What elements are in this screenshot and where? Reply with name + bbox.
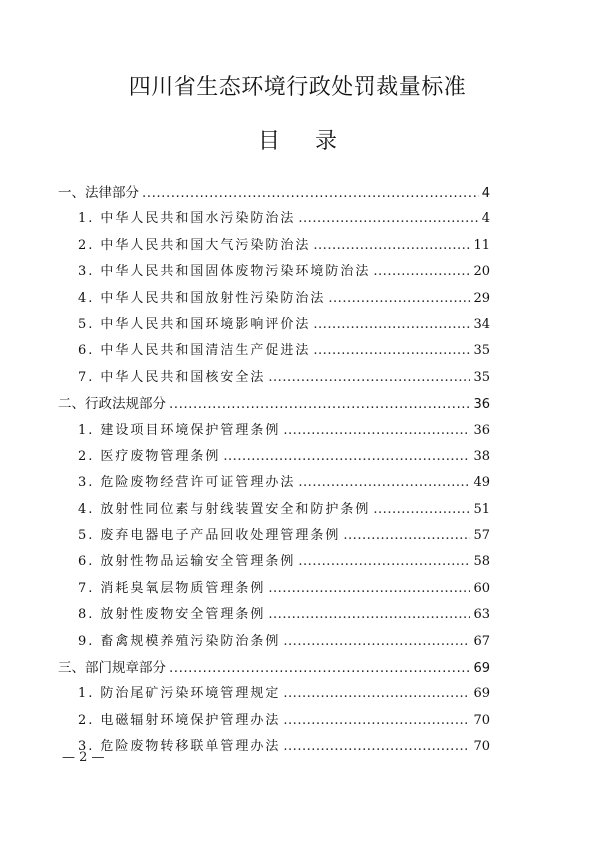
toc-entry-label: 放射性废物安全管理条例 (100, 607, 266, 623)
toc-entry-number: 2. (78, 448, 95, 464)
toc-item[interactable] (58, 576, 490, 602)
toc-entry-number: 7. (78, 369, 95, 385)
toc-entry-number: 3. (78, 475, 95, 491)
dot-leader (313, 233, 470, 259)
toc-section[interactable] (58, 180, 490, 206)
dot-leader (373, 259, 470, 285)
dot-leader (313, 338, 470, 364)
toc-entry-label: 行政法规部分 (85, 396, 166, 413)
toc-entry-page: 35 (473, 369, 490, 385)
toc-entry-number: 3. (78, 739, 95, 755)
toc-entry-label: 危险废物转移联单管理办法 (100, 739, 281, 755)
dot-leader (298, 206, 478, 232)
dot-leader (283, 418, 470, 444)
dot-leader (283, 681, 470, 707)
toc-entry-page: 36 (473, 422, 490, 438)
toc-entry-label: 电磁辐射环境保护管理办法 (100, 712, 281, 728)
toc-entry-page: 35 (473, 343, 490, 359)
toc-entry-number: 2. (78, 712, 95, 728)
toc-entry-number: 7. (78, 580, 95, 596)
toc-entry-label: 中华人民共和国放射性污染防治法 (100, 290, 326, 306)
toc-item[interactable] (58, 734, 490, 760)
toc-entry-page: 4 (481, 186, 490, 201)
toc-entry-number: 6. (78, 554, 95, 570)
toc-item[interactable] (58, 338, 490, 364)
dot-leader (328, 286, 470, 312)
toc-entry-page: 11 (473, 237, 490, 253)
toc-item[interactable] (58, 602, 490, 628)
dot-leader (169, 655, 470, 681)
toc-entry-number: 8. (78, 607, 95, 623)
toc-entry-page: 29 (473, 290, 490, 306)
toc-entry-page: 70 (473, 712, 490, 728)
toc-section[interactable] (58, 655, 490, 681)
dot-leader (298, 549, 470, 575)
toc-entry-number: 1. (78, 686, 95, 702)
toc-entry-number: 1. (78, 422, 95, 438)
toc-entry-label: 放射性物品运输安全管理条例 (100, 554, 296, 570)
table-of-contents (58, 180, 490, 761)
dot-leader (268, 602, 470, 628)
toc-item[interactable] (58, 523, 490, 549)
toc-entry-page: 63 (473, 607, 490, 623)
toc-entry-page: 69 (473, 661, 490, 677)
toc-entry-label: 放射性同位素与射线装置安全和防护条例 (100, 501, 371, 517)
toc-entry-label: 医疗废物管理条例 (100, 448, 221, 464)
toc-entry-label: 防治尾矿污染环境管理规定 (100, 686, 281, 702)
toc-entry-page: 34 (473, 316, 490, 332)
toc-entry-number: 2. (78, 237, 95, 253)
toc-item[interactable] (58, 629, 490, 655)
toc-entry-page: 60 (473, 580, 490, 596)
dot-leader (313, 312, 470, 338)
toc-entry-label: 部门规章部分 (85, 660, 166, 677)
dot-leader (373, 497, 470, 523)
toc-entry-label: 危险废物经营许可证管理办法 (100, 475, 296, 491)
toc-entry-page: 36 (473, 397, 490, 413)
toc-entry-label: 中华人民共和国大气污染防治法 (100, 237, 311, 253)
toc-entry-page: 38 (473, 448, 490, 464)
toc-entry-number: 三、 (58, 660, 85, 677)
toc-item[interactable] (58, 233, 490, 259)
toc-item[interactable] (58, 470, 490, 496)
toc-entry-label: 中华人民共和国清洁生产促进法 (100, 343, 311, 359)
toc-entry-number: 9. (78, 633, 95, 649)
toc-item[interactable] (58, 549, 490, 575)
dot-leader (169, 391, 470, 417)
toc-entry-number: 5. (78, 528, 95, 544)
toc-entry-page: 57 (473, 528, 490, 544)
toc-entry-page: 51 (473, 501, 490, 517)
toc-entry-label: 废弃电器电子产品回收处理管理条例 (100, 528, 341, 544)
toc-entry-page: 67 (473, 633, 490, 649)
toc-entry-label: 中华人民共和国环境影响评价法 (100, 316, 311, 332)
toc-section[interactable] (58, 391, 490, 417)
dot-leader (268, 576, 470, 602)
dot-leader (223, 444, 470, 470)
toc-item[interactable] (58, 708, 490, 734)
toc-entry-number: 3. (78, 264, 95, 280)
toc-item[interactable] (58, 418, 490, 444)
toc-item[interactable] (58, 259, 490, 285)
toc-item[interactable] (58, 444, 490, 470)
toc-entry-page: 70 (473, 739, 490, 755)
toc-entry-label: 畜禽规模养殖污染防治条例 (100, 633, 281, 649)
toc-entry-number: 二、 (58, 396, 85, 413)
toc-entry-page: 20 (473, 264, 490, 280)
toc-entry-label: 中华人民共和国水污染防治法 (100, 211, 296, 227)
toc-entry-label: 消耗臭氧层物质管理条例 (100, 580, 266, 596)
toc-item[interactable] (58, 497, 490, 523)
toc-entry-label: 中华人民共和国固体废物污染环境防治法 (100, 264, 371, 280)
toc-item[interactable] (58, 681, 490, 707)
page-number: — 2 — (62, 750, 105, 765)
toc-entry-number: 1. (78, 211, 95, 227)
dot-leader (268, 365, 470, 391)
toc-entry-label: 法律部分 (85, 185, 139, 201)
toc-entry-page: 69 (473, 686, 490, 702)
dot-leader (343, 523, 470, 549)
dot-leader (283, 734, 470, 760)
toc-entry-page: 4 (481, 211, 490, 227)
toc-entry-page: 49 (473, 475, 490, 491)
toc-item[interactable] (58, 365, 490, 391)
toc-entry-number: 5. (78, 316, 95, 332)
dot-leader (142, 180, 479, 206)
toc-entry-number: 4. (78, 501, 95, 517)
document-title: 四川省生态环境行政处罚裁量标准 (128, 75, 467, 100)
dot-leader (283, 629, 470, 655)
toc-item[interactable] (58, 312, 490, 338)
dot-leader (298, 470, 470, 496)
toc-entry-number: 一、 (58, 185, 85, 201)
toc-entry-label: 中华人民共和国核安全法 (100, 369, 266, 385)
dot-leader (283, 708, 470, 734)
toc-heading: 目 录 (258, 129, 337, 154)
toc-item[interactable] (58, 286, 490, 312)
toc-entry-label: 建设项目环境保护管理条例 (100, 422, 281, 438)
toc-entry-page: 58 (473, 554, 490, 570)
toc-item[interactable] (58, 206, 490, 232)
toc-entry-number: 4. (78, 290, 95, 306)
toc-entry-number: 6. (78, 343, 95, 359)
